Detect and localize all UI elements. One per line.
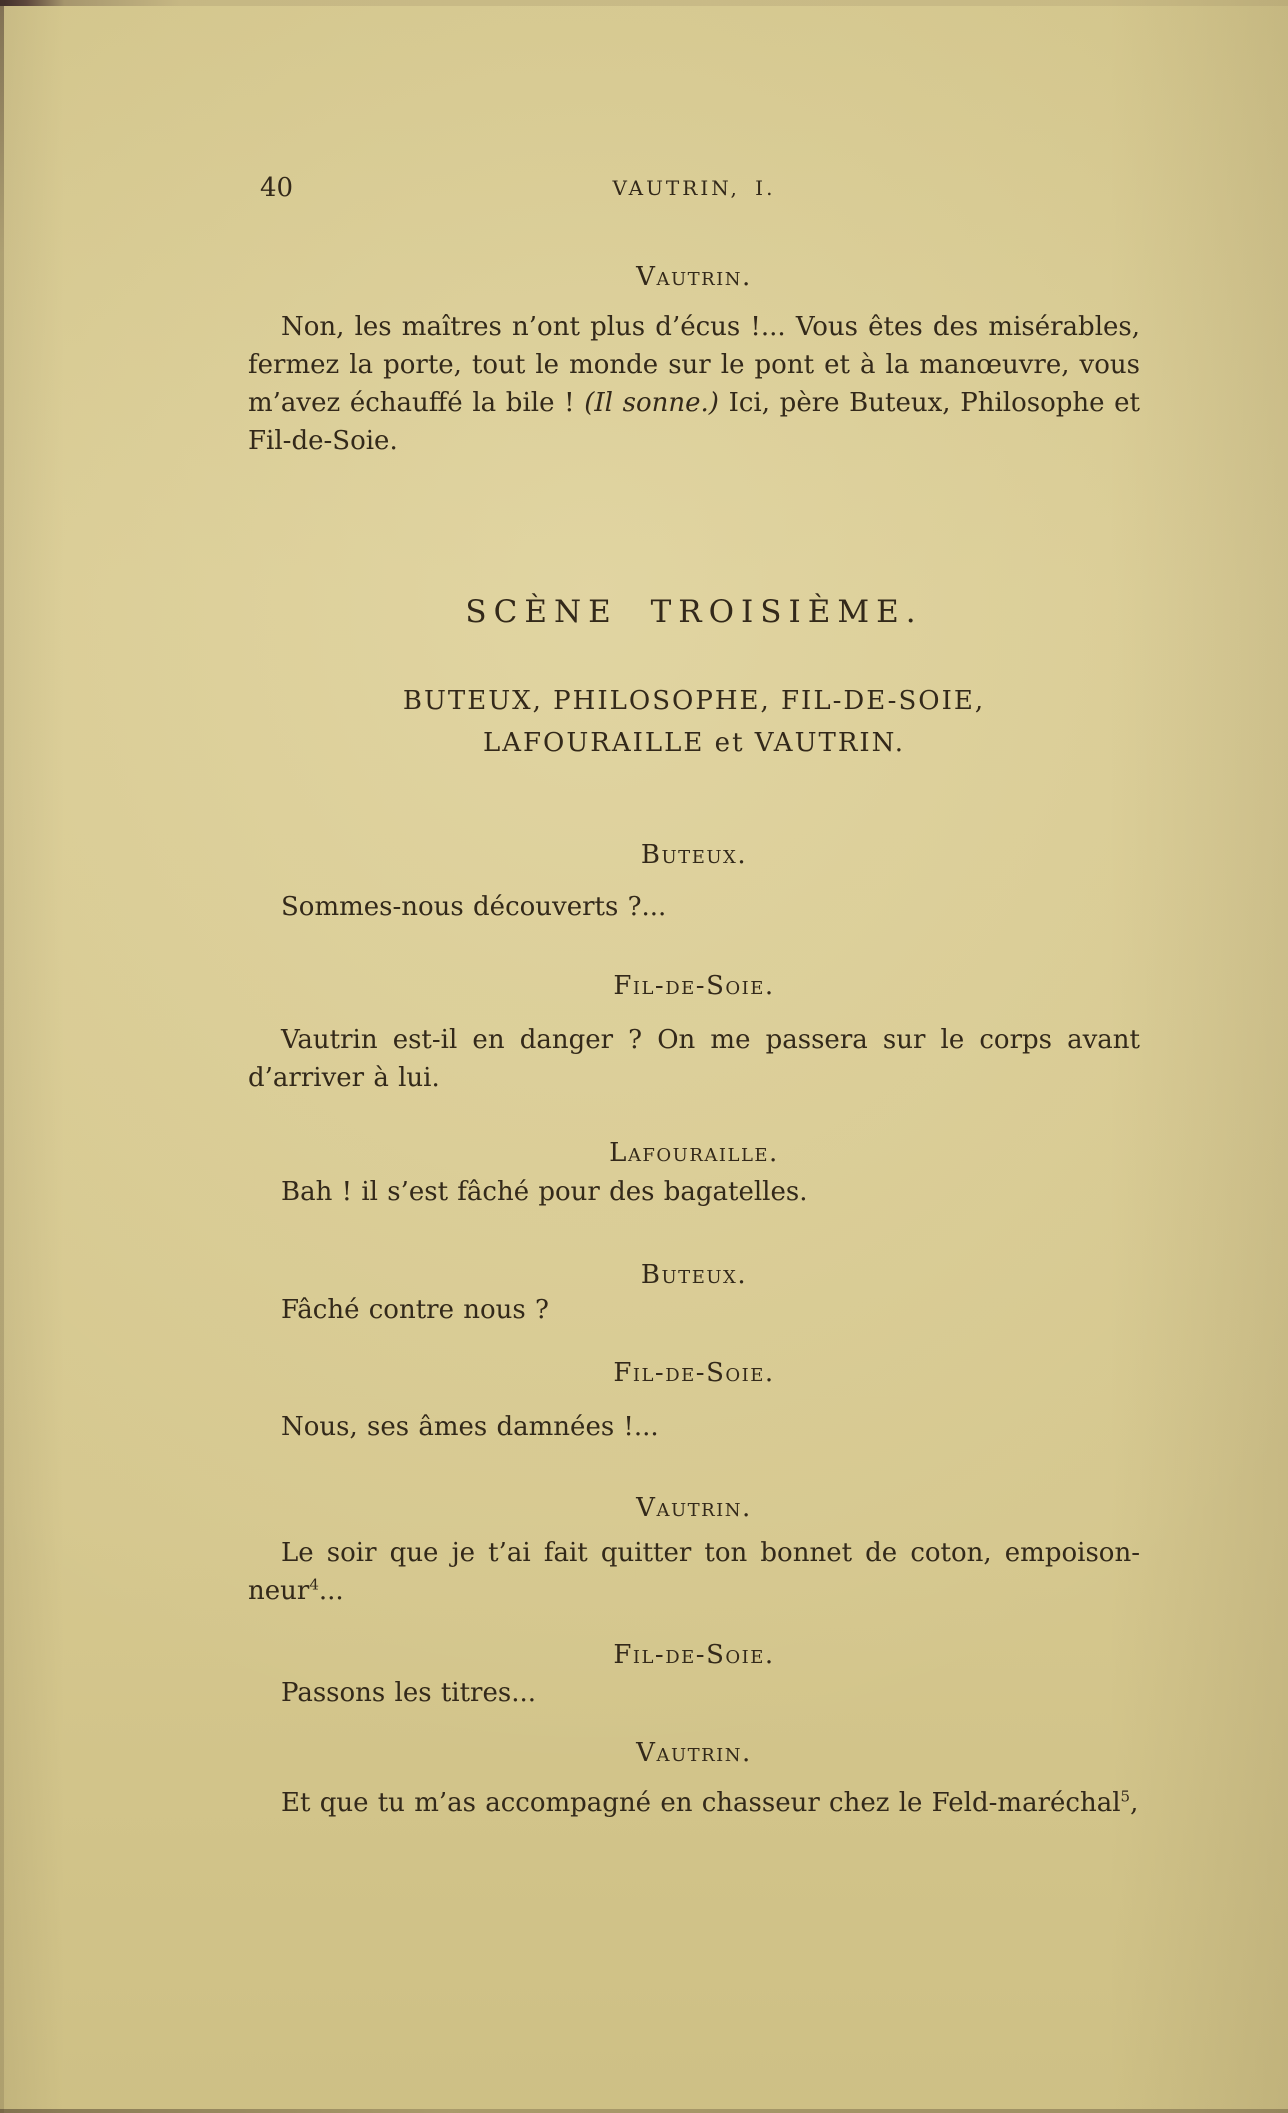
- speaker-name: Buteux.: [640, 1260, 748, 1290]
- footnote-marker: 4: [309, 1575, 319, 1594]
- dialogue-text: Ici, père Buteux, Philosophe et Fil-de-Soie.: [248, 388, 1141, 456]
- speaker-name: Buteux.: [640, 840, 748, 870]
- speaker-name: Fil-de-Soie.: [613, 1640, 775, 1670]
- dialogue-line: [248, 1534, 1140, 1610]
- stage-direction: (Il sonne.): [584, 388, 719, 418]
- dialogue-text: ...: [318, 1576, 344, 1606]
- character-list: [248, 680, 1140, 764]
- character-list-line: BUTEUX, PHILOSOPHE, FIL-DE-SOIE,: [402, 686, 986, 716]
- scene-heading: SCÈNE TROISIÈME.: [465, 594, 923, 630]
- speaker-name: Vautrin.: [636, 1493, 752, 1523]
- scan-edge-left: [0, 0, 4, 2113]
- dialogue-line: Fâché contre nous ?: [281, 1295, 549, 1325]
- dialogue-line: Passons les titres...: [281, 1678, 536, 1708]
- speaker-name: Fil-de-Soie.: [613, 1358, 775, 1388]
- scan-edge-bottom: [0, 2109, 1288, 2113]
- scan-edge-top: [0, 0, 1288, 6]
- speaker-name: Vautrin.: [636, 1738, 752, 1768]
- page-header: [248, 172, 1140, 204]
- dialogue-line: [248, 308, 1140, 460]
- running-title: VAUTRIN, I.: [612, 176, 776, 200]
- dialogue-text: Et que tu m’as accompagné en chasseur chez le Feld-maréchal: [281, 1788, 1121, 1818]
- character-list-line: LAFOURAILLE et VAUTRIN.: [482, 728, 906, 758]
- dialogue-text: ,: [1130, 1788, 1139, 1818]
- dialogue-line: Vautrin est-il en danger ? On me passera sur le corps avant d’arriver à lui.: [248, 1025, 1140, 1093]
- dialogue-line: Bah ! il s’est fâché pour des bagatelles.: [281, 1177, 808, 1207]
- speaker-name: Fil-de-Soie.: [613, 971, 775, 1001]
- speaker-name: Lafouraille.: [609, 1138, 779, 1168]
- page-number: 40: [260, 173, 294, 203]
- dialogue-line: Nous, ses âmes damnées !...: [281, 1412, 659, 1442]
- dialogue-text: Le soir que je t’ai fait quitter ton bonnet de coton, empoisonneur: [248, 1538, 1140, 1606]
- speaker-name: Vautrin.: [636, 262, 752, 292]
- dialogue-line: Sommes-nous découverts ?...: [281, 892, 667, 922]
- dialogue-line: [248, 1784, 1140, 1822]
- dialogue-text: Non, les maîtres n’ont plus d’écus !... Vous êtes des misérables, fermez la porte, tout le monde sur le pont et à la manœuvre, vous m’avez échauffé la bile !: [248, 312, 1140, 418]
- footnote-marker: 5: [1120, 1787, 1131, 1806]
